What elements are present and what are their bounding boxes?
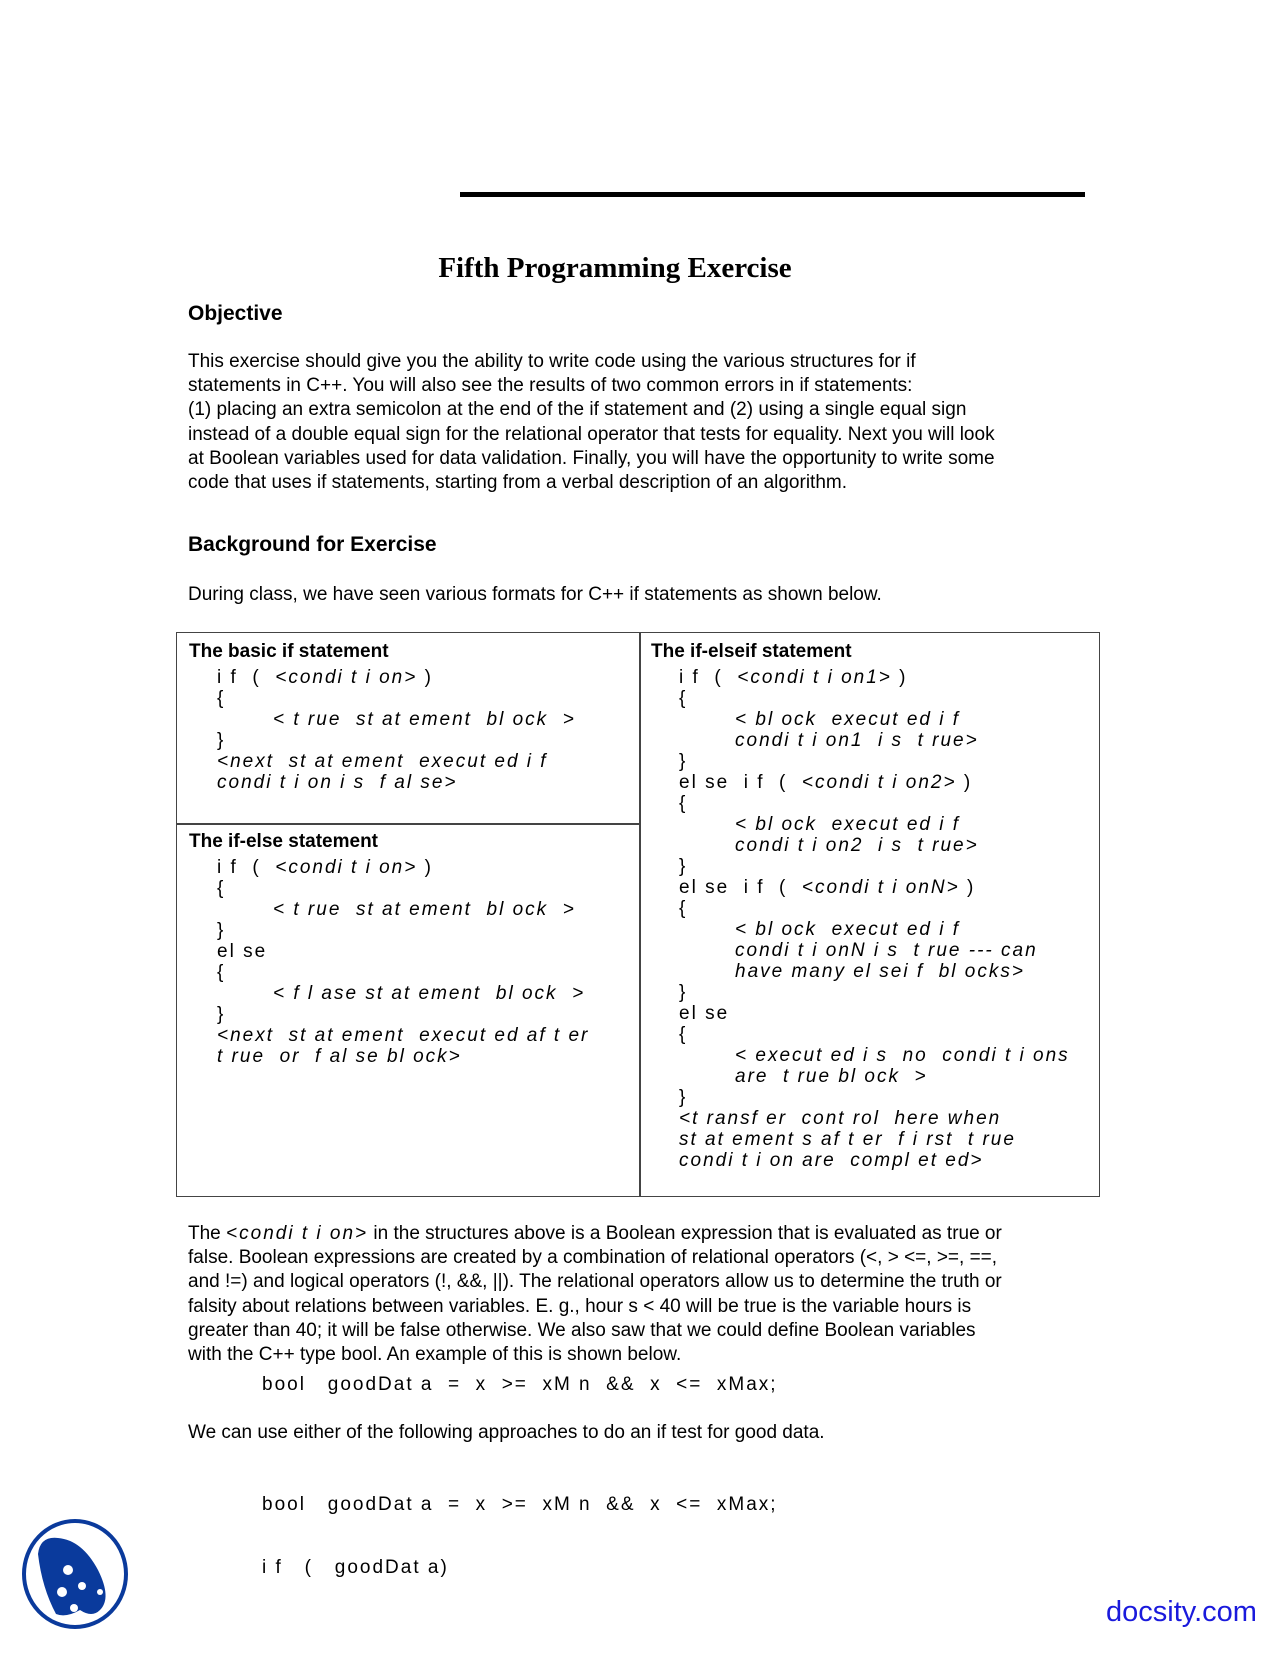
- code-placeholder: < f l ase st at ement bl ock >: [273, 983, 586, 1004]
- paragraph-line: This exercise should give you the ability to write code using the various structures for if: [188, 351, 916, 372]
- code-placeholder: condi t i onN i s t rue --- can: [735, 940, 1038, 961]
- code-line: [651, 1003, 1070, 1024]
- code-placeholder: condi t i on are compl et ed>: [679, 1150, 984, 1171]
- code-line: [651, 751, 1070, 772]
- code-line: [651, 772, 1070, 793]
- code-text: }: [217, 730, 226, 751]
- code-line: [189, 899, 589, 920]
- code-placeholder: are t rue bl ock >: [735, 1066, 928, 1087]
- objective-heading: Objective: [188, 302, 283, 325]
- code-text: }: [217, 920, 226, 941]
- code-placeholder: condi t i on1 i s t rue>: [735, 730, 979, 751]
- code-text: {: [217, 688, 226, 709]
- code-placeholder: <next st at ement execut ed af t er: [217, 1025, 590, 1046]
- code-placeholder: < bl ock execut ed i f: [735, 814, 961, 835]
- code-text: ): [417, 857, 433, 878]
- docsity-logo-icon: [20, 1518, 130, 1630]
- code-line: [651, 1045, 1070, 1066]
- text: in the structures above is a Boolean expression that is evaluated as true or: [368, 1223, 1002, 1244]
- code-placeholder: < bl ock execut ed i f: [735, 709, 961, 730]
- cell-if-elseif: [651, 641, 1070, 1171]
- code-line: [651, 961, 1070, 982]
- code-text: el se: [679, 1003, 730, 1024]
- code-text: el se: [217, 941, 268, 962]
- docsity-link[interactable]: docsity.com: [1106, 1596, 1257, 1628]
- code-placeholder: <condi t i on>: [275, 667, 418, 688]
- code-line: [189, 1025, 589, 1046]
- paragraph-line: instead of a double equal sign for the relational operator that tests for equality. Next you will look: [188, 423, 995, 445]
- code-line: [189, 1004, 589, 1025]
- paragraph-line: with the C++ type bool. An example of this is shown below.: [188, 1344, 682, 1366]
- code-text: }: [679, 982, 688, 1003]
- code-placeholder: < t rue st at ement bl ock >: [273, 709, 576, 730]
- code-text: }: [217, 1004, 226, 1025]
- code-text: el se i f (: [679, 772, 802, 793]
- paragraph-line: at Boolean variables used for data validation. Finally, you will have the opportunity to write some: [188, 447, 995, 469]
- code-line: [189, 962, 589, 983]
- code-text: {: [679, 793, 688, 814]
- paragraph-line: (1) placing an extra semicolon at the end of the if statement and (2) using a single equal sign: [188, 399, 967, 421]
- code-example-1: bool goodDat a = x >= xM n && x <= xMax;: [262, 1374, 778, 1395]
- code-text: {: [217, 962, 226, 983]
- code-line: [189, 667, 576, 688]
- row-divider: [177, 823, 639, 825]
- paragraph-line: and !=) and logical operators (!, &&, ||). The relational operators allow us to determine the truth or: [188, 1271, 1002, 1293]
- code-line: bool goodDat a = x >= xM n && x <= xMax;: [262, 1494, 778, 1515]
- code-text: {: [679, 688, 688, 709]
- code-text: }: [679, 856, 688, 877]
- code-line: [189, 941, 589, 962]
- code-text: el se i f (: [679, 877, 802, 898]
- background-intro: During class, we have seen various formats for C++ if statements as shown below.: [188, 584, 882, 605]
- code-line: [651, 709, 1070, 730]
- code-text: ): [891, 667, 908, 688]
- code-placeholder: <condi t i on>: [275, 857, 418, 878]
- paragraph-line: statements in C++. You will also see the results of two common errors in if statements:: [188, 375, 913, 397]
- code-line: [651, 667, 1070, 688]
- code-placeholder: <next st at ement execut ed i f: [217, 751, 548, 772]
- code-line: i f ( goodDat a): [262, 1557, 449, 1578]
- code-text: i f (: [217, 857, 276, 878]
- code-placeholder: st at ement s af t er f i rst t rue: [679, 1129, 1016, 1150]
- code-placeholder: condi t i on i s f al se>: [217, 772, 458, 793]
- code-text: {: [679, 898, 688, 919]
- code-placeholder: <condi t i on1>: [737, 667, 892, 688]
- code-line: [189, 709, 576, 730]
- header-rule: [460, 192, 1085, 197]
- code-line: [651, 793, 1070, 814]
- paragraph-line: false. Boolean expressions are created by a combination of relational operators (<, > <=, >=, ==,: [188, 1247, 998, 1269]
- cell-title: The if-elseif statement: [651, 641, 852, 662]
- code-line: [651, 1024, 1070, 1045]
- code-line: [651, 919, 1070, 940]
- code-placeholder: < bl ock execut ed i f: [735, 919, 961, 940]
- code-line: [651, 688, 1070, 709]
- code-text: ): [959, 877, 976, 898]
- code-line: [189, 983, 589, 1004]
- text: The: [188, 1223, 227, 1244]
- code-text: }: [679, 751, 688, 772]
- cell-basic-if: [189, 641, 576, 793]
- code-placeholder: t rue or f al se bl ock>: [217, 1046, 462, 1067]
- column-divider: [639, 633, 641, 1196]
- cell-if-else: [189, 831, 589, 1067]
- objective-paragraph: [188, 350, 1108, 495]
- paragraph-line: code that uses if statements, starting from a verbal description of an algorithm.: [188, 472, 847, 494]
- text: <condi t i on>: [226, 1223, 369, 1244]
- code-line: [651, 1150, 1070, 1171]
- code-line: [651, 982, 1070, 1003]
- code-text: ): [956, 772, 973, 793]
- code-text: {: [679, 1024, 688, 1045]
- code-line: [189, 878, 589, 899]
- code-placeholder: <t ransf er cont rol here when: [679, 1108, 1002, 1129]
- cell-title: The basic if statement: [189, 641, 389, 662]
- code-line: [651, 1066, 1070, 1087]
- code-line: [651, 730, 1070, 751]
- paragraph-line: greater than 40; it will be false otherwise. We also saw that we could define Boolean variables: [188, 1319, 976, 1341]
- code-line: [651, 898, 1070, 919]
- code-text: ): [417, 667, 433, 688]
- code-line: [189, 730, 576, 751]
- code-line: [651, 940, 1070, 961]
- cell-title: The if-else statement: [189, 831, 378, 852]
- code-placeholder: condi t i on2 i s t rue>: [735, 835, 979, 856]
- paragraph-line: falsity about relations between variables. E. g., hour s < 40 will be true is the variable hours is: [188, 1295, 972, 1317]
- page-title: Fifth Programming Exercise: [438, 252, 792, 284]
- approach-text: We can use either of the following approaches to do an if test for good data.: [188, 1422, 825, 1443]
- code-line: [651, 835, 1070, 856]
- code-placeholder: <condi t i onN>: [801, 877, 960, 898]
- code-line: [651, 1087, 1070, 1108]
- code-line: [651, 856, 1070, 877]
- code-example-2: [262, 1452, 778, 1599]
- code-line: [189, 688, 576, 709]
- code-line: [189, 772, 576, 793]
- code-text: i f (: [217, 667, 276, 688]
- code-placeholder: < execut ed i s no condi t i ons: [735, 1045, 1070, 1066]
- code-line: [189, 857, 589, 878]
- code-line: [651, 877, 1070, 898]
- code-line: [189, 751, 576, 772]
- code-text: i f (: [679, 667, 738, 688]
- code-line: [651, 1129, 1070, 1150]
- code-placeholder: < t rue st at ement bl ock >: [273, 899, 576, 920]
- code-line: [189, 920, 589, 941]
- code-line: [651, 1108, 1070, 1129]
- background-heading: Background for Exercise: [188, 533, 437, 556]
- code-placeholder: have many el sei f bl ocks>: [735, 961, 1025, 982]
- code-text: }: [679, 1087, 688, 1108]
- if-structures-table: [176, 632, 1100, 1197]
- code-text: {: [217, 878, 226, 899]
- explanation-paragraph: [188, 1222, 1118, 1367]
- code-line: [651, 814, 1070, 835]
- code-line: [189, 1046, 589, 1067]
- code-placeholder: <condi t i on2>: [801, 772, 957, 793]
